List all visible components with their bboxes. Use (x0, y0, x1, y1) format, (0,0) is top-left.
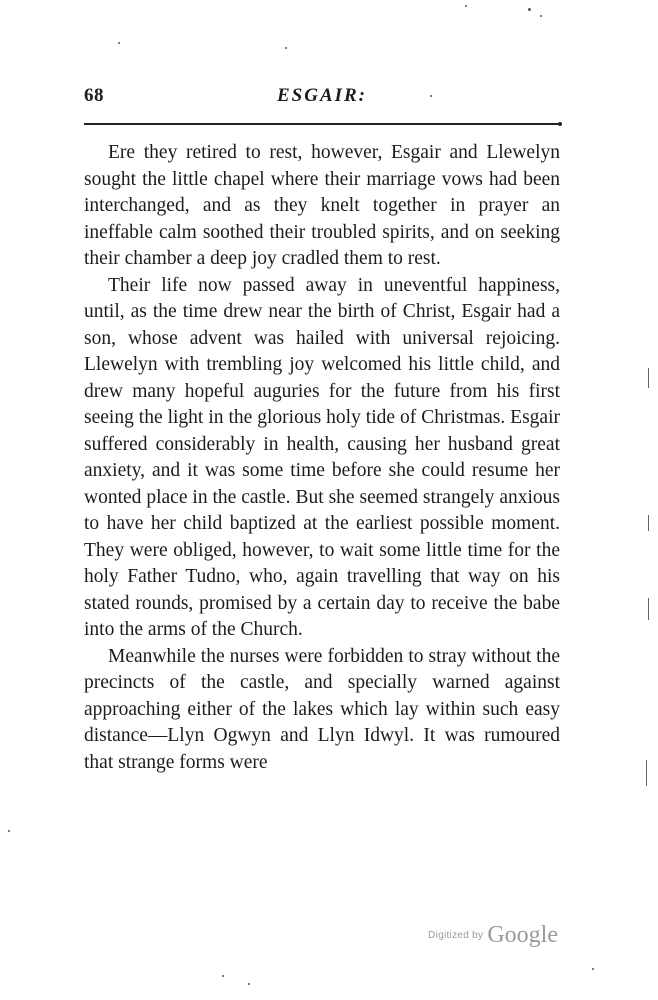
header-rule (84, 123, 558, 125)
scan-speck (222, 975, 224, 977)
running-title: ESGAIR: (276, 85, 368, 106)
scan-speck (285, 47, 287, 49)
scan-speck (540, 15, 542, 17)
scan-speck (118, 42, 120, 44)
scan-speck (592, 968, 594, 970)
scan-speck (8, 830, 10, 832)
google-logo: Google (487, 922, 558, 948)
paragraph-2: Their life now passed away in uneventful happiness, until, as the time drew near the birth of Christ, Esgair had a son, whose advent was hailed with universal rejoicing. Llewelyn with trembling joy welcomed his little child, and drew many hopeful auguries for the future from his first seeing the light in the glorious holy tide of Christmas. Esgair suffered considerably in health, causing her husband great anxiety, and it was some time before she could resume her wonted place in the castle. But she seemed strangely anxious to have her child baptized at the earliest possible moment. They were obliged, however, to wait some little time for the holy Father Tudno, who, again travelling that way on his stated rounds, promised by a certain day to receive the babe into the arms of the Church. (84, 274, 560, 640)
margin-mark (648, 515, 649, 531)
scan-speck (248, 983, 250, 985)
scan-speck (465, 5, 467, 7)
scan-speck (528, 8, 531, 11)
paragraph-1: Ere they retired to rest, however, Esgair and Llewelyn sought the little chapel where their marriage vows had been interchanged, and as they knelt together in prayer an ineffable calm soothed their troubled spirits, and on seeking their chamber a deep joy cradled them to rest. (84, 142, 560, 269)
page-number: 68 (84, 85, 104, 106)
margin-mark (648, 598, 649, 620)
watermark-prefix: Digitized by (428, 930, 484, 941)
margin-mark (646, 760, 647, 786)
running-head (84, 85, 560, 115)
body-text (84, 140, 560, 776)
margin-mark (648, 368, 649, 388)
scan-speck (430, 95, 432, 97)
paragraph-3: Meanwhile the nurses were forbidden to stray without the precincts of the castle, and specially warned against approaching either of the lakes which lay within such easy distance—Llyn Ogwyn and Llyn Idwyl. It was rumoured that strange forms were (84, 645, 560, 773)
digitized-watermark (428, 922, 558, 949)
